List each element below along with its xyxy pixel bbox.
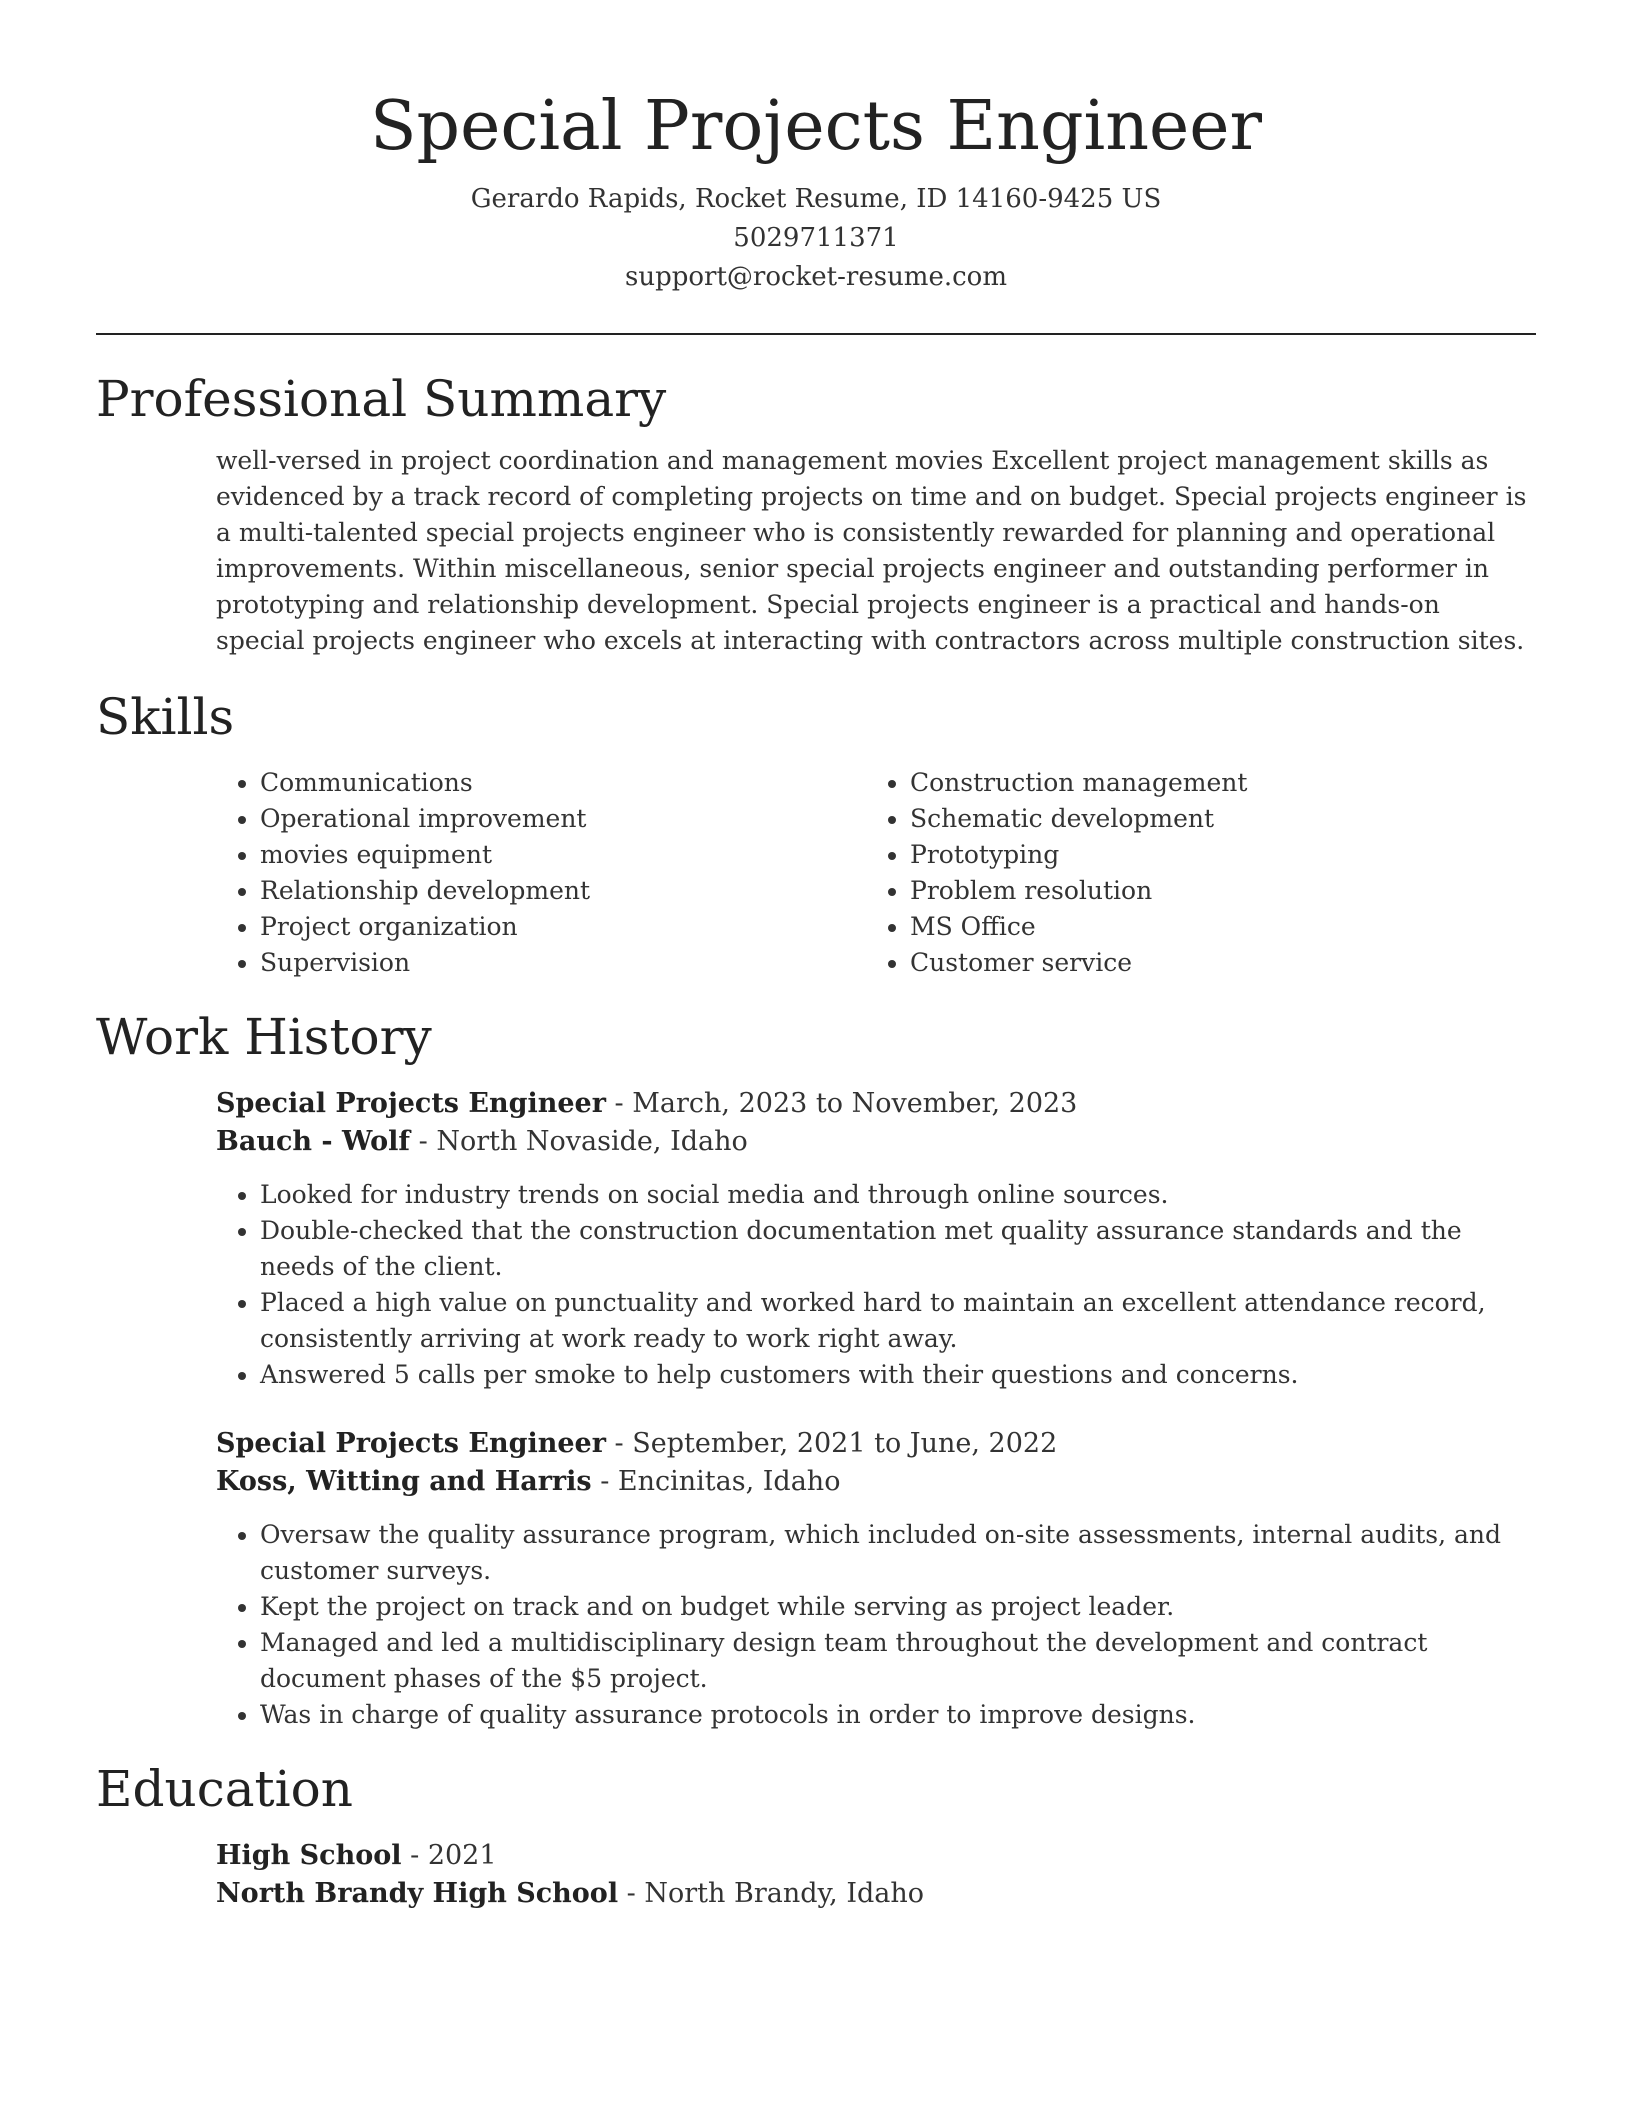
summary-body [216,443,1536,659]
resume-header [96,0,1536,297]
job-bullet: • Placed a high value on punctuality and worked hard to maintain an excellent attendance record, consistently arriving at work ready to work right away. [260,1285,1536,1357]
job-dates: - March, 2023 to November, 2023 [605,1088,1078,1119]
education-degree-line [216,1837,1536,1875]
job-bullet: • Looked for industry trends on social media and through online sources. [260,1177,1536,1213]
job-bullet: • Double-checked that the construction documentation met quality assurance standards and the needs of the client. [260,1213,1536,1285]
work-body [216,1085,1536,1733]
skills-section [96,683,1536,981]
education-location: - North Brandy, Idaho [618,1878,925,1909]
skill-item: • Project organization [260,909,866,945]
job-company: Bauch - Wolf [216,1126,411,1157]
skill-item: • Schematic development [910,801,1516,837]
education-section [96,1755,1536,1913]
summary-section [96,365,1536,659]
contact-email: support@rocket-resume.com [624,262,1007,292]
work-section [96,1003,1536,1733]
skills-heading: Skills [96,688,235,746]
skill-item: • Supervision [260,945,866,981]
skill-item: • Relationship development [260,873,866,909]
skill-item: • Prototyping [910,837,1516,873]
skills-columns [216,765,1536,981]
job-role-line [216,1425,1536,1463]
skill-item: • Customer service [910,945,1516,981]
job-bullet: • Oversaw the quality assurance program, which included on-site assessments, internal audits, and customer surveys. [260,1517,1536,1589]
job-entry [216,1085,1536,1393]
job-company-line [216,1463,1536,1501]
job-bullet: • Was in charge of quality assurance protocols in order to improve designs. [260,1697,1536,1733]
job-role: Special Projects Engineer [216,1088,606,1119]
education-year: - 2021 [401,1840,497,1871]
education-school-line [216,1875,1536,1913]
job-location: - Encinitas, Idaho [591,1466,841,1497]
job-role-line [216,1085,1536,1123]
job-dates: - September, 2021 to June, 2022 [605,1428,1058,1459]
job-bullet: • Managed and led a multidisciplinary design team throughout the development and contract document phases of the $5 project. [260,1625,1536,1697]
skill-item: • Problem resolution [910,873,1516,909]
education-heading: Education [96,1760,353,1818]
skills-column-right [866,765,1516,981]
job-bullet: • Kept the project on track and on budget while serving as project leader. [260,1589,1536,1625]
work-heading: Work History [96,1008,432,1066]
contact-block [96,180,1536,297]
skills-body [216,765,1536,981]
job-location: - North Novaside, Idaho [410,1126,748,1157]
education-school: North Brandy High School [216,1878,619,1909]
skill-item: • movies equipment [260,837,866,873]
summary-text: well-versed in project coordination and management movies Excellent project management skills as evidenced by a track record of completing projects on time and on budget. Special projects engineer is a multi-talented special projects engineer who is consistently rewarded for planning and operational improvements. Within miscellaneous, senior special projects engineer and outstanding performer in prototyping and relationship development. Special projects engineer is a practical and hands-on special projects engineer who excels at interacting with contractors across multiple construction sites. [216,446,1527,655]
header-divider [96,333,1536,335]
job-role: Special Projects Engineer [216,1428,606,1459]
job-company: Koss, Witting and Harris [216,1466,592,1497]
job-bullet: • Answered 5 calls per smoke to help customers with their questions and concerns. [260,1357,1536,1393]
job-bullets [216,1177,1536,1393]
skill-item: • Construction management [910,765,1516,801]
skills-list-left [216,765,866,981]
skills-column-left [216,765,866,981]
job-entry [216,1425,1536,1733]
skill-item: • Communications [260,765,866,801]
education-degree: High School [216,1840,402,1871]
skill-item: • Operational improvement [260,801,866,837]
job-bullets [216,1517,1536,1733]
skill-item: • MS Office [910,909,1516,945]
contact-address: Gerardo Rapids, Rocket Resume, ID 14160-9425 US [470,184,1162,214]
skills-list-right [866,765,1516,981]
contact-phone: 5029711371 [733,223,899,253]
resume-page [96,0,1536,1913]
resume-title: Special Projects Engineer [369,87,1263,166]
summary-heading: Professional Summary [96,370,667,428]
education-body [216,1837,1536,1913]
education-entry [216,1837,1536,1913]
job-company-line [216,1123,1536,1161]
